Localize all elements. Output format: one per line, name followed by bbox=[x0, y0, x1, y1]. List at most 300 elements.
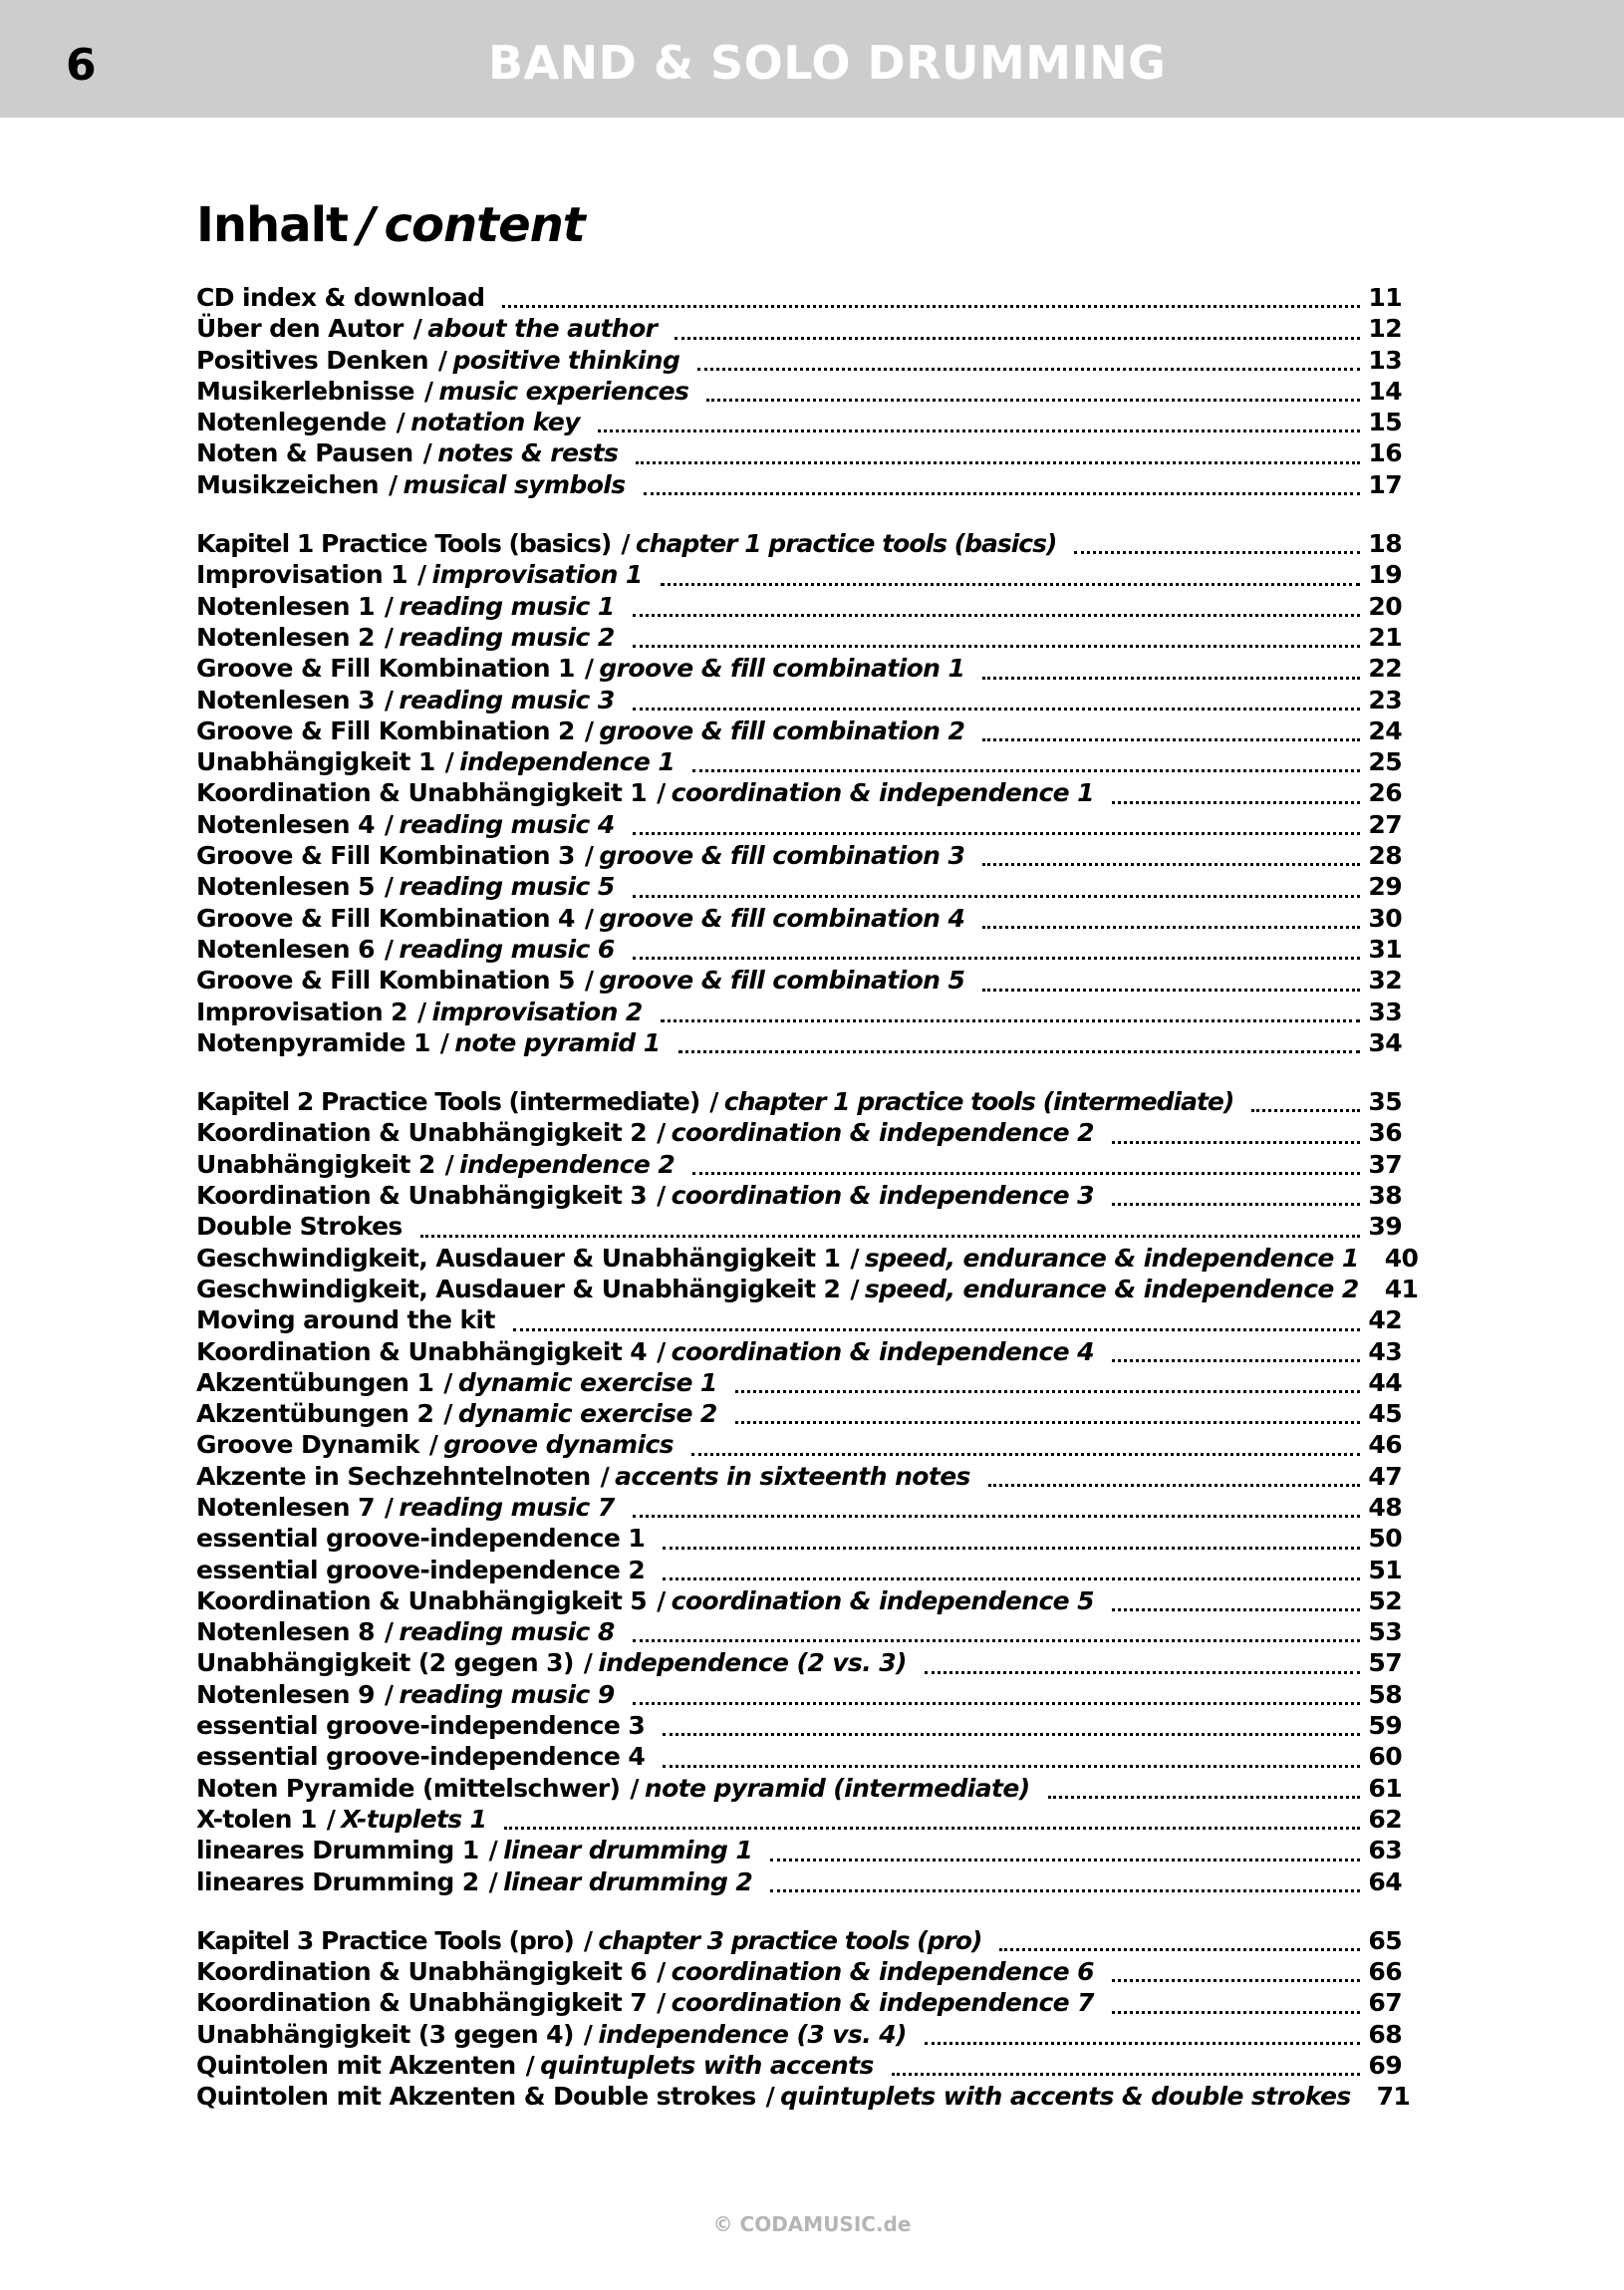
dot-leader bbox=[697, 368, 1360, 371]
toc-title-separator: / bbox=[384, 809, 394, 839]
toc-page-number: 67 bbox=[1368, 1988, 1402, 2018]
toc-title-en: dynamic exercise 2 bbox=[457, 1399, 717, 1429]
dot-leader bbox=[633, 708, 1361, 711]
toc-page-number: 43 bbox=[1368, 1336, 1402, 1366]
toc-title-de: Geschwindigkeit, Ausdauer & Unabhängigkeit 1 bbox=[196, 1243, 841, 1273]
toc-title-en: dynamic exercise 1 bbox=[457, 1367, 717, 1397]
toc-title-en: groove & fill combination 3 bbox=[599, 841, 965, 871]
toc-page-number: 45 bbox=[1368, 1399, 1402, 1429]
toc-title-separator: / bbox=[488, 1836, 498, 1865]
toc-title-separator: / bbox=[584, 966, 594, 996]
toc-title-de: Geschwindigkeit, Ausdauer & Unabhängigkeit 2 bbox=[196, 1274, 841, 1303]
toc-title-de: Notenlesen 1 bbox=[196, 591, 375, 621]
toc-title-en: reading music 2 bbox=[399, 622, 615, 652]
toc-title-en: groove & fill combination 4 bbox=[599, 903, 965, 933]
dot-leader bbox=[982, 863, 1360, 866]
toc-title-en: quintuplets with accents & double strokes bbox=[780, 2082, 1351, 2112]
toc-page-number: 69 bbox=[1368, 2051, 1402, 2081]
toc-page-number: 28 bbox=[1368, 841, 1402, 871]
toc-title-de: Musikerlebnisse bbox=[196, 376, 414, 406]
toc-row[interactable] bbox=[196, 1150, 1402, 1181]
toc-row[interactable] bbox=[196, 686, 1402, 716]
toc-title-separator: / bbox=[428, 1430, 438, 1460]
toc-page-number: 24 bbox=[1368, 716, 1402, 745]
toc-page-number: 20 bbox=[1368, 591, 1402, 621]
toc-title-de: Improvisation 2 bbox=[196, 997, 407, 1026]
toc-page-number: 64 bbox=[1368, 1866, 1402, 1896]
toc-page-number: 35 bbox=[1368, 1087, 1402, 1117]
toc-title-separator: / bbox=[422, 438, 432, 468]
toc-title-separator: / bbox=[709, 1087, 718, 1117]
dot-leader bbox=[502, 305, 1360, 308]
toc-title-de: Musikzeichen bbox=[196, 469, 379, 499]
toc-title-en: note pyramid (intermediate) bbox=[644, 1773, 1030, 1803]
toc-page-number: 57 bbox=[1368, 1648, 1402, 1678]
book-title: BAND & SOLO DRUMMING bbox=[488, 36, 1167, 90]
toc-title-separator: / bbox=[384, 1492, 394, 1522]
toc-row[interactable] bbox=[196, 623, 1402, 654]
toc-page-number: 39 bbox=[1368, 1212, 1402, 1242]
toc-page-number: 23 bbox=[1368, 685, 1402, 715]
toc-title-de: Groove Dynamik bbox=[196, 1430, 419, 1460]
toc-title-de: Kapitel 1 Practice Tools (basics) bbox=[196, 529, 612, 559]
toc-row[interactable] bbox=[196, 998, 1402, 1028]
toc-page-number: 13 bbox=[1368, 345, 1402, 375]
toc-title-de: essential groove-independence 4 bbox=[196, 1742, 646, 1772]
toc-row[interactable] bbox=[196, 1368, 1402, 1399]
toc-page-number: 22 bbox=[1368, 654, 1402, 684]
dot-leader bbox=[770, 1859, 1360, 1861]
toc-title-en: speed, endurance & independence 2 bbox=[864, 1274, 1359, 1303]
toc-row[interactable] bbox=[196, 1617, 1402, 1648]
toc-title-en: coordination & independence 3 bbox=[671, 1181, 1094, 1211]
toc-title-en: reading music 1 bbox=[399, 591, 615, 621]
toc-page-number: 63 bbox=[1368, 1836, 1402, 1865]
toc-title-separator: / bbox=[416, 997, 426, 1026]
toc-title-de: Groove & Fill Kombination 4 bbox=[196, 903, 575, 933]
toc-page-number: 38 bbox=[1368, 1181, 1402, 1211]
dot-leader bbox=[706, 399, 1360, 402]
dot-leader bbox=[598, 429, 1360, 432]
dot-leader bbox=[735, 1421, 1361, 1424]
toc-page-number: 48 bbox=[1368, 1492, 1402, 1522]
toc-page-number: 42 bbox=[1368, 1305, 1402, 1335]
toc-title-separator: / bbox=[384, 591, 394, 621]
toc-title-de: Notenlesen 7 bbox=[196, 1492, 375, 1522]
dot-leader bbox=[982, 677, 1360, 680]
toc-title-separator: / bbox=[326, 1804, 336, 1834]
toc-title-separator: / bbox=[488, 1866, 498, 1896]
toc-title-de: Notenlesen 5 bbox=[196, 872, 375, 902]
toc-title-de: Koordination & Unabhängigkeit 6 bbox=[196, 1957, 648, 1987]
toc-title-en: independence 2 bbox=[459, 1149, 676, 1179]
toc-title-de: Notenlesen 6 bbox=[196, 934, 375, 964]
toc-title-separator: / bbox=[765, 2082, 775, 2112]
dot-leader bbox=[644, 492, 1361, 495]
toc-title-en: groove & fill combination 5 bbox=[599, 966, 965, 996]
toc-page-number: 29 bbox=[1368, 872, 1402, 902]
toc-row[interactable] bbox=[196, 810, 1402, 841]
dot-leader bbox=[1112, 1608, 1360, 1611]
toc-title-separator: / bbox=[444, 747, 454, 777]
toc-title-en: coordination & independence 2 bbox=[671, 1118, 1094, 1148]
dot-leader bbox=[982, 926, 1360, 929]
toc-title-separator: / bbox=[584, 841, 594, 871]
toc-title-en: positive thinking bbox=[452, 345, 680, 375]
toc-row[interactable] bbox=[196, 1243, 1419, 1275]
toc-title-de: essential groove-independence 3 bbox=[196, 1711, 646, 1741]
toc-title-de: Notenlesen 9 bbox=[196, 1679, 375, 1709]
toc-title-de: Unabhängigkeit 1 bbox=[196, 747, 435, 777]
toc-row[interactable] bbox=[196, 1648, 1402, 1679]
toc-heading-de: Inhalt bbox=[196, 197, 348, 253]
toc-page-number: 26 bbox=[1368, 778, 1402, 808]
toc-title-de: Moving around the kit bbox=[196, 1305, 495, 1335]
toc-page-number: 66 bbox=[1368, 1957, 1402, 1987]
toc-page-number: 14 bbox=[1368, 376, 1402, 406]
toc-title-de: Groove & Fill Kombination 5 bbox=[196, 966, 575, 996]
toc-title-separator: / bbox=[384, 1617, 394, 1647]
toc-row[interactable] bbox=[196, 1337, 1402, 1368]
toc-title-de: lineares Drumming 1 bbox=[196, 1836, 479, 1865]
toc-title-separator: / bbox=[389, 469, 398, 499]
toc-row[interactable] bbox=[196, 841, 1402, 872]
toc-title-separator: / bbox=[444, 1149, 454, 1179]
toc-row[interactable] bbox=[196, 966, 1402, 997]
toc-title-en: coordination & independence 4 bbox=[671, 1336, 1094, 1366]
toc-title-de: Unabhängigkeit 2 bbox=[196, 1149, 435, 1179]
toc-row[interactable] bbox=[196, 1430, 1402, 1461]
toc-title-separator: / bbox=[657, 1585, 666, 1615]
toc-title-separator: / bbox=[525, 2051, 535, 2081]
dot-leader bbox=[1112, 801, 1360, 804]
toc-title-en: chapter 1 practice tools (basics) bbox=[635, 529, 1057, 559]
toc-row[interactable] bbox=[196, 470, 1402, 501]
toc-page-number: 15 bbox=[1368, 408, 1402, 437]
toc-row[interactable] bbox=[196, 438, 1402, 469]
dot-leader bbox=[1112, 1359, 1360, 1362]
toc-chapter-row[interactable] bbox=[196, 1926, 1402, 1957]
toc-page-number: 68 bbox=[1368, 2019, 1402, 2049]
toc-title-de: Kapitel 3 Practice Tools (pro) bbox=[196, 1925, 574, 1955]
toc-title-de: Notenpyramide 1 bbox=[196, 1027, 430, 1057]
toc-row[interactable] bbox=[196, 872, 1402, 903]
toc-row[interactable] bbox=[196, 2082, 1411, 2113]
toc-title-separator: / bbox=[384, 872, 394, 902]
toc-title-en: X-tuplets 1 bbox=[341, 1804, 487, 1834]
toc-title-separator: / bbox=[600, 1461, 610, 1491]
toc-page-number: 60 bbox=[1368, 1742, 1402, 1772]
toc-title-en: coordination & independence 1 bbox=[671, 778, 1094, 808]
toc-title-en: groove & fill combination 1 bbox=[599, 654, 965, 684]
section-gap bbox=[196, 1059, 1402, 1087]
toc-title-de: Quintolen mit Akzenten & Double strokes bbox=[196, 2082, 756, 2112]
toc-row[interactable] bbox=[196, 747, 1402, 778]
toc-row[interactable] bbox=[196, 778, 1402, 809]
toc-page-number: 34 bbox=[1368, 1027, 1402, 1057]
toc-title-en: groove & fill combination 2 bbox=[599, 716, 965, 745]
toc-title-en: linear drumming 1 bbox=[503, 1836, 753, 1865]
toc-row[interactable] bbox=[196, 2051, 1402, 2082]
toc-title-separator: / bbox=[657, 778, 666, 808]
dot-leader bbox=[1251, 1109, 1360, 1112]
dot-leader bbox=[692, 1172, 1360, 1175]
toc-row[interactable] bbox=[196, 1493, 1402, 1524]
toc-row[interactable] bbox=[196, 2020, 1402, 2051]
toc-title-separator: / bbox=[423, 376, 433, 406]
toc-title-separator: / bbox=[384, 685, 394, 715]
toc-row[interactable] bbox=[196, 408, 1402, 438]
page-header bbox=[0, 0, 1624, 118]
toc-title-en: improvisation 2 bbox=[431, 997, 643, 1026]
dot-leader bbox=[1112, 1203, 1360, 1206]
toc-title-en: coordination & independence 7 bbox=[671, 1988, 1094, 2018]
dot-leader bbox=[663, 1547, 1360, 1550]
toc-chapter-row[interactable] bbox=[196, 1087, 1402, 1118]
dot-leader bbox=[735, 1390, 1361, 1393]
toc-title-en: reading music 6 bbox=[399, 934, 615, 964]
dot-leader bbox=[636, 461, 1360, 464]
toc-row[interactable] bbox=[196, 1274, 1419, 1305]
toc-title-en: coordination & independence 6 bbox=[671, 1957, 1094, 1987]
toc-row[interactable] bbox=[196, 592, 1402, 623]
dot-leader bbox=[663, 1577, 1360, 1580]
dot-leader bbox=[633, 1639, 1361, 1642]
toc-row[interactable] bbox=[196, 1524, 1402, 1555]
toc-title-en: about the author bbox=[427, 314, 658, 344]
toc-title-separator: / bbox=[850, 1274, 859, 1303]
toc-title-de: Noten Pyramide (mittelschwer) bbox=[196, 1773, 621, 1803]
toc-row[interactable] bbox=[196, 904, 1402, 935]
section-gap bbox=[196, 1898, 1402, 1926]
toc-row[interactable] bbox=[196, 1586, 1402, 1617]
toc-page-number: 59 bbox=[1368, 1711, 1402, 1741]
dot-leader bbox=[892, 2073, 1361, 2076]
toc-title-en: reading music 4 bbox=[399, 809, 615, 839]
toc-title-separator: / bbox=[412, 314, 422, 344]
toc-row[interactable] bbox=[196, 1212, 1402, 1243]
toc-title-en: note pyramid 1 bbox=[454, 1027, 661, 1057]
toc-title-de: Noten & Pausen bbox=[196, 438, 413, 468]
toc-heading-separator: / bbox=[358, 197, 375, 253]
toc-title-separator: / bbox=[443, 1367, 452, 1397]
toc-row[interactable] bbox=[196, 283, 1402, 314]
toc-title-de: essential groove-independence 1 bbox=[196, 1524, 646, 1554]
toc-row[interactable] bbox=[196, 1742, 1402, 1773]
toc-title-en: groove dynamics bbox=[443, 1430, 674, 1460]
toc-row[interactable] bbox=[196, 1556, 1402, 1586]
toc-page-number: 17 bbox=[1368, 469, 1402, 499]
toc-title-de: lineares Drumming 2 bbox=[196, 1866, 479, 1896]
toc-page-number: 18 bbox=[1368, 529, 1402, 559]
dot-leader bbox=[633, 614, 1361, 617]
toc-title-en: independence 1 bbox=[459, 747, 676, 777]
toc-chapter-row[interactable] bbox=[196, 529, 1402, 560]
toc-title-de: Akzentübungen 2 bbox=[196, 1399, 434, 1429]
toc-title-de: Kapitel 2 Practice Tools (intermediate) bbox=[196, 1087, 700, 1117]
dot-leader bbox=[675, 337, 1360, 340]
toc-page-number: 53 bbox=[1368, 1617, 1402, 1647]
dot-leader bbox=[633, 832, 1361, 835]
toc-row[interactable] bbox=[196, 716, 1402, 747]
toc-title-separator: / bbox=[384, 622, 394, 652]
toc-title-separator: / bbox=[384, 934, 394, 964]
toc-title-de: Unabhängigkeit (2 gegen 3) bbox=[196, 1648, 574, 1678]
toc-title-de: Quintolen mit Akzenten bbox=[196, 2051, 516, 2081]
toc-title-separator: / bbox=[657, 1957, 666, 1987]
dot-leader bbox=[988, 1484, 1361, 1487]
toc-row[interactable] bbox=[196, 1805, 1402, 1836]
toc-title-de: Double Strokes bbox=[196, 1212, 403, 1242]
dot-leader bbox=[420, 1235, 1361, 1238]
toc-title-en: chapter 1 practice tools (intermediate) bbox=[723, 1087, 1234, 1117]
dot-leader bbox=[999, 1948, 1360, 1951]
toc-row[interactable] bbox=[196, 654, 1402, 685]
toc-title-separator: / bbox=[584, 716, 594, 745]
toc-title-de: Groove & Fill Kombination 3 bbox=[196, 841, 575, 871]
toc-title-en: reading music 8 bbox=[399, 1617, 615, 1647]
toc-title-en: independence (2 vs. 3) bbox=[598, 1648, 907, 1678]
toc-title-de: Groove & Fill Kombination 1 bbox=[196, 654, 575, 684]
toc-page-number: 65 bbox=[1368, 1925, 1402, 1955]
toc-row[interactable] bbox=[196, 1711, 1402, 1742]
dot-leader bbox=[692, 769, 1360, 772]
toc-title-separator: / bbox=[621, 529, 630, 559]
toc-row[interactable] bbox=[196, 560, 1402, 591]
toc-title-separator: / bbox=[583, 2019, 593, 2049]
dot-leader bbox=[982, 989, 1360, 992]
dot-leader bbox=[1112, 2011, 1360, 2014]
dot-leader bbox=[504, 1827, 1360, 1830]
toc-title-separator: / bbox=[416, 560, 426, 590]
toc-page-number: 44 bbox=[1368, 1367, 1402, 1397]
dot-leader bbox=[1074, 551, 1360, 554]
toc-title-de: Groove & Fill Kombination 2 bbox=[196, 716, 575, 745]
dot-leader bbox=[633, 957, 1361, 960]
toc-page-number: 37 bbox=[1368, 1149, 1402, 1179]
toc-row[interactable] bbox=[196, 1462, 1402, 1493]
toc-title-separator: / bbox=[584, 903, 594, 933]
footer-copyright: © CODAMUSIC.de bbox=[712, 2212, 912, 2236]
toc-title-separator: / bbox=[439, 1027, 449, 1057]
toc-page-number: 41 bbox=[1384, 1274, 1419, 1303]
dot-leader bbox=[982, 738, 1360, 741]
toc-row[interactable] bbox=[196, 1028, 1402, 1059]
toc-title-de: Koordination & Unabhängigkeit 3 bbox=[196, 1181, 648, 1211]
section-gap bbox=[196, 501, 1402, 529]
toc-title-separator: / bbox=[384, 1679, 394, 1709]
toc-title-de: Über den Autor bbox=[196, 314, 404, 344]
dot-leader bbox=[1112, 1141, 1360, 1144]
toc-heading bbox=[196, 197, 585, 253]
toc-page-number: 27 bbox=[1368, 809, 1402, 839]
toc-page-number: 33 bbox=[1368, 997, 1402, 1026]
toc-title-en: chapter 3 practice tools (pro) bbox=[598, 1925, 982, 1955]
toc-title-separator: / bbox=[657, 1988, 666, 2018]
toc-row[interactable] bbox=[196, 1399, 1402, 1430]
dot-leader bbox=[513, 1328, 1361, 1331]
table-of-contents bbox=[196, 283, 1419, 2114]
toc-title-de: Notenlegende bbox=[196, 408, 387, 437]
toc-row[interactable] bbox=[196, 314, 1402, 345]
toc-heading-en: content bbox=[384, 197, 585, 253]
toc-row[interactable] bbox=[196, 1957, 1402, 1988]
toc-title-en: reading music 3 bbox=[399, 685, 615, 715]
toc-title-de: Koordination & Unabhängigkeit 1 bbox=[196, 778, 648, 808]
toc-row[interactable] bbox=[196, 1118, 1402, 1149]
dot-leader bbox=[663, 1733, 1360, 1736]
dot-leader bbox=[661, 1019, 1361, 1022]
toc-row[interactable] bbox=[196, 1867, 1402, 1898]
toc-row[interactable] bbox=[196, 1305, 1402, 1336]
toc-title-separator: / bbox=[657, 1181, 666, 1211]
dot-leader bbox=[633, 1702, 1361, 1705]
toc-row[interactable] bbox=[196, 1988, 1402, 2019]
toc-title-de: Akzente in Sechzehntelnoten bbox=[196, 1461, 591, 1491]
toc-title-de: X-tolen 1 bbox=[196, 1804, 317, 1834]
toc-row[interactable] bbox=[196, 346, 1402, 377]
dot-leader bbox=[633, 645, 1361, 648]
dot-leader bbox=[925, 1671, 1361, 1674]
toc-page-number: 61 bbox=[1368, 1773, 1402, 1803]
toc-page-number: 31 bbox=[1368, 934, 1402, 964]
toc-title-de: Notenlesen 2 bbox=[196, 622, 375, 652]
toc-title-de: Koordination & Unabhängigkeit 7 bbox=[196, 1988, 648, 2018]
toc-title-de: essential groove-independence 2 bbox=[196, 1555, 646, 1584]
dot-leader bbox=[663, 1765, 1360, 1768]
toc-title-en: music experiences bbox=[438, 376, 689, 406]
toc-title-en: quintuplets with accents bbox=[540, 2051, 874, 2081]
toc-title-separator: / bbox=[850, 1243, 859, 1273]
toc-title-en: notes & rests bbox=[437, 438, 619, 468]
toc-row[interactable] bbox=[196, 1181, 1402, 1212]
toc-row[interactable] bbox=[196, 1836, 1402, 1866]
dot-leader bbox=[633, 895, 1361, 898]
dot-leader bbox=[678, 1050, 1361, 1053]
toc-page-number: 32 bbox=[1368, 966, 1402, 996]
toc-page-number: 25 bbox=[1368, 747, 1402, 777]
toc-title-de: Koordination & Unabhängigkeit 5 bbox=[196, 1585, 648, 1615]
dot-leader bbox=[770, 1889, 1360, 1892]
toc-title-de: Positives Denken bbox=[196, 345, 428, 375]
toc-row[interactable] bbox=[196, 1680, 1402, 1711]
toc-row[interactable] bbox=[196, 935, 1402, 966]
toc-page-number: 47 bbox=[1368, 1461, 1402, 1491]
toc-title-de: Akzentübungen 1 bbox=[196, 1367, 434, 1397]
toc-title-en: improvisation 1 bbox=[431, 560, 643, 590]
toc-title-en: reading music 9 bbox=[399, 1679, 615, 1709]
toc-title-separator: / bbox=[583, 1648, 593, 1678]
toc-title-de: Notenlesen 4 bbox=[196, 809, 375, 839]
dot-leader bbox=[1048, 1796, 1361, 1799]
toc-title-de: Koordination & Unabhängigkeit 2 bbox=[196, 1118, 648, 1148]
toc-page-number: 36 bbox=[1368, 1118, 1402, 1148]
toc-row[interactable] bbox=[196, 377, 1402, 408]
dot-leader bbox=[661, 583, 1361, 586]
toc-title-de: Notenlesen 3 bbox=[196, 685, 375, 715]
toc-page-number: 30 bbox=[1368, 903, 1402, 933]
dot-leader bbox=[1112, 1979, 1360, 1982]
toc-row[interactable] bbox=[196, 1774, 1402, 1805]
page-number: 6 bbox=[66, 40, 97, 91]
toc-title-en: musical symbols bbox=[403, 469, 626, 499]
dot-leader bbox=[633, 1515, 1361, 1518]
toc-title-en: independence (3 vs. 4) bbox=[598, 2019, 907, 2049]
toc-title-en: accents in sixteenth notes bbox=[615, 1461, 970, 1491]
toc-page-number: 46 bbox=[1368, 1430, 1402, 1460]
toc-page-number: 21 bbox=[1368, 622, 1402, 652]
toc-page-number: 58 bbox=[1368, 1679, 1402, 1709]
